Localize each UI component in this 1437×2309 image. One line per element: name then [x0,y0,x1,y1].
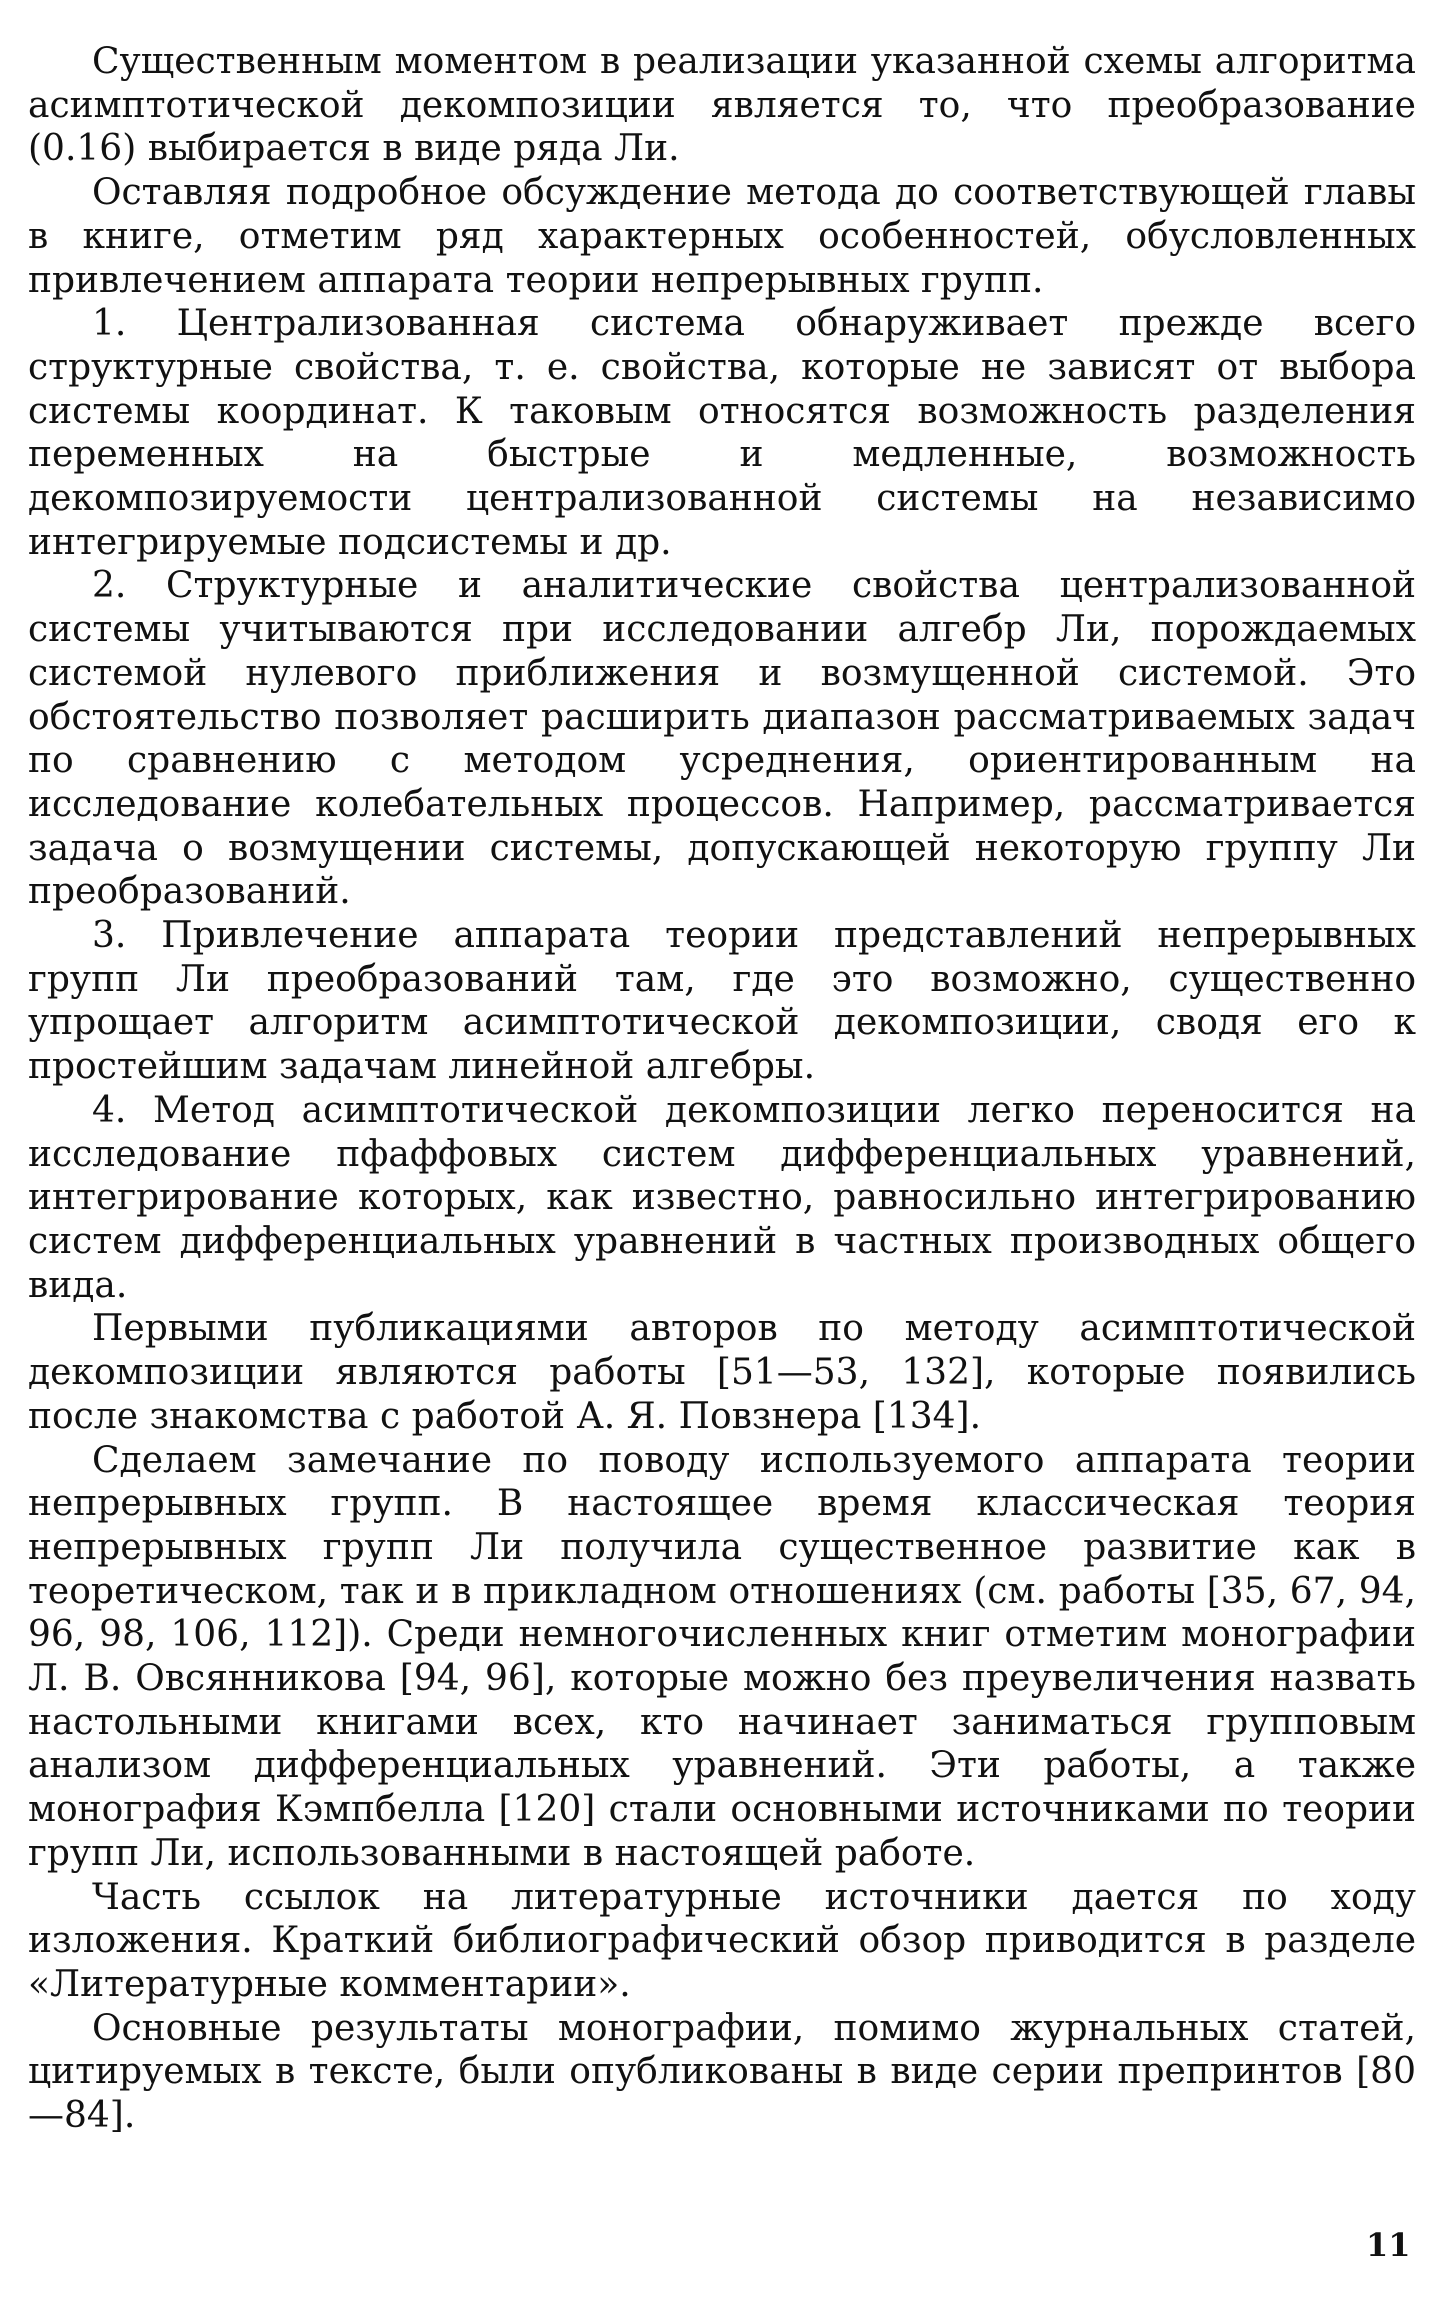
paragraph-5: 3. Привлечение аппарата теории представлений непрерывных групп Ли преобразований там, где это возможно, существенно упрощает алгоритм асимптотической декомпозиции, сводя его к простейшим задачам линейной алгебры. [28,915,1416,1088]
page-body [28,40,1416,2138]
paragraph-6: 4. Метод асимптотической декомпозиции легко переносится на исследование пфаффовых систем дифференциальных уравнений, интегрирование которых, как известно, равносильно интегрированию систем дифференциальных уравнений в частных производных общего вида. [28,1089,1416,1306]
paragraph-8: Сделаем замечание по поводу используемого аппарата теории непрерывных групп. В настоящее время классическая теория непрерывных групп Ли получила существенное развитие как в теоретическом, так и в прикладном отношениях (см. работы [35, 67, 94, 96, 98, 106, 112]). Среди немногочисленных книг отметим монографии Л. В. Овсянникова [94, 96], которые можно без преувеличения назвать настольными книгами всех, кто начинает заниматься групповым анализом дифференциальных уравнений. Эти работы, а также монография Кэмпбелла [120] стали основными источниками по теории групп Ли, использованными в настоящей работе. [28,1439,1416,1874]
paragraph-2: Оставляя подробное обсуждение метода до соответствующей главы в книге, отметим ряд характерных особенностей, обусловленных привлечением аппарата теории непрерывных групп. [28,172,1416,301]
paragraph-1: Существенным моментом в реализации указанной схемы алгоритма асимптотической декомпозиции является то, что преобразование (0.16) выбирается в виде ряда Ли. [28,41,1416,170]
paragraph-3: 1. Централизованная система обнаруживает прежде всего структурные свойства, т. е. свойства, которые не зависят от выбора системы координат. К таковым относятся возможность разделения переменных на быстрые и медленные, возможность декомпозируемости централизованной системы на независимо интегрируемые подсистемы и др. [28,303,1416,563]
paragraph-4: 2. Структурные и аналитические свойства централизованной системы учитываются при исследовании алгебр Ли, порождаемых системой нулевого приближения и возмущенной системой. Это обстоятельство позволяет расширить диапазон рассматриваемых задач по сравнению с методом усреднения, ориентированным на исследование колебательных процессов. Например, рассматривается задача о возмущении системы, допускающей некоторую группу Ли преобразований. [28,565,1416,913]
page-number: 11 [1366,2226,1411,2264]
paragraph-10: Основные результаты монографии, помимо журнальных статей, цитируемых в тексте, были опубликованы в виде серии препринтов [80—84]. [28,2007,1416,2137]
paragraph-7: Первыми публикациями авторов по методу асимптотической декомпозиции являются работы [51—53, 132], которые появились после знакомства с работой А. Я. Повзнера [134]. [28,1308,1416,1437]
paragraph-9: Часть ссылок на литературные источники дается по ходу изложения. Краткий библиографический обзор приводится в разделе «Литературные комментарии». [28,1876,1416,2005]
